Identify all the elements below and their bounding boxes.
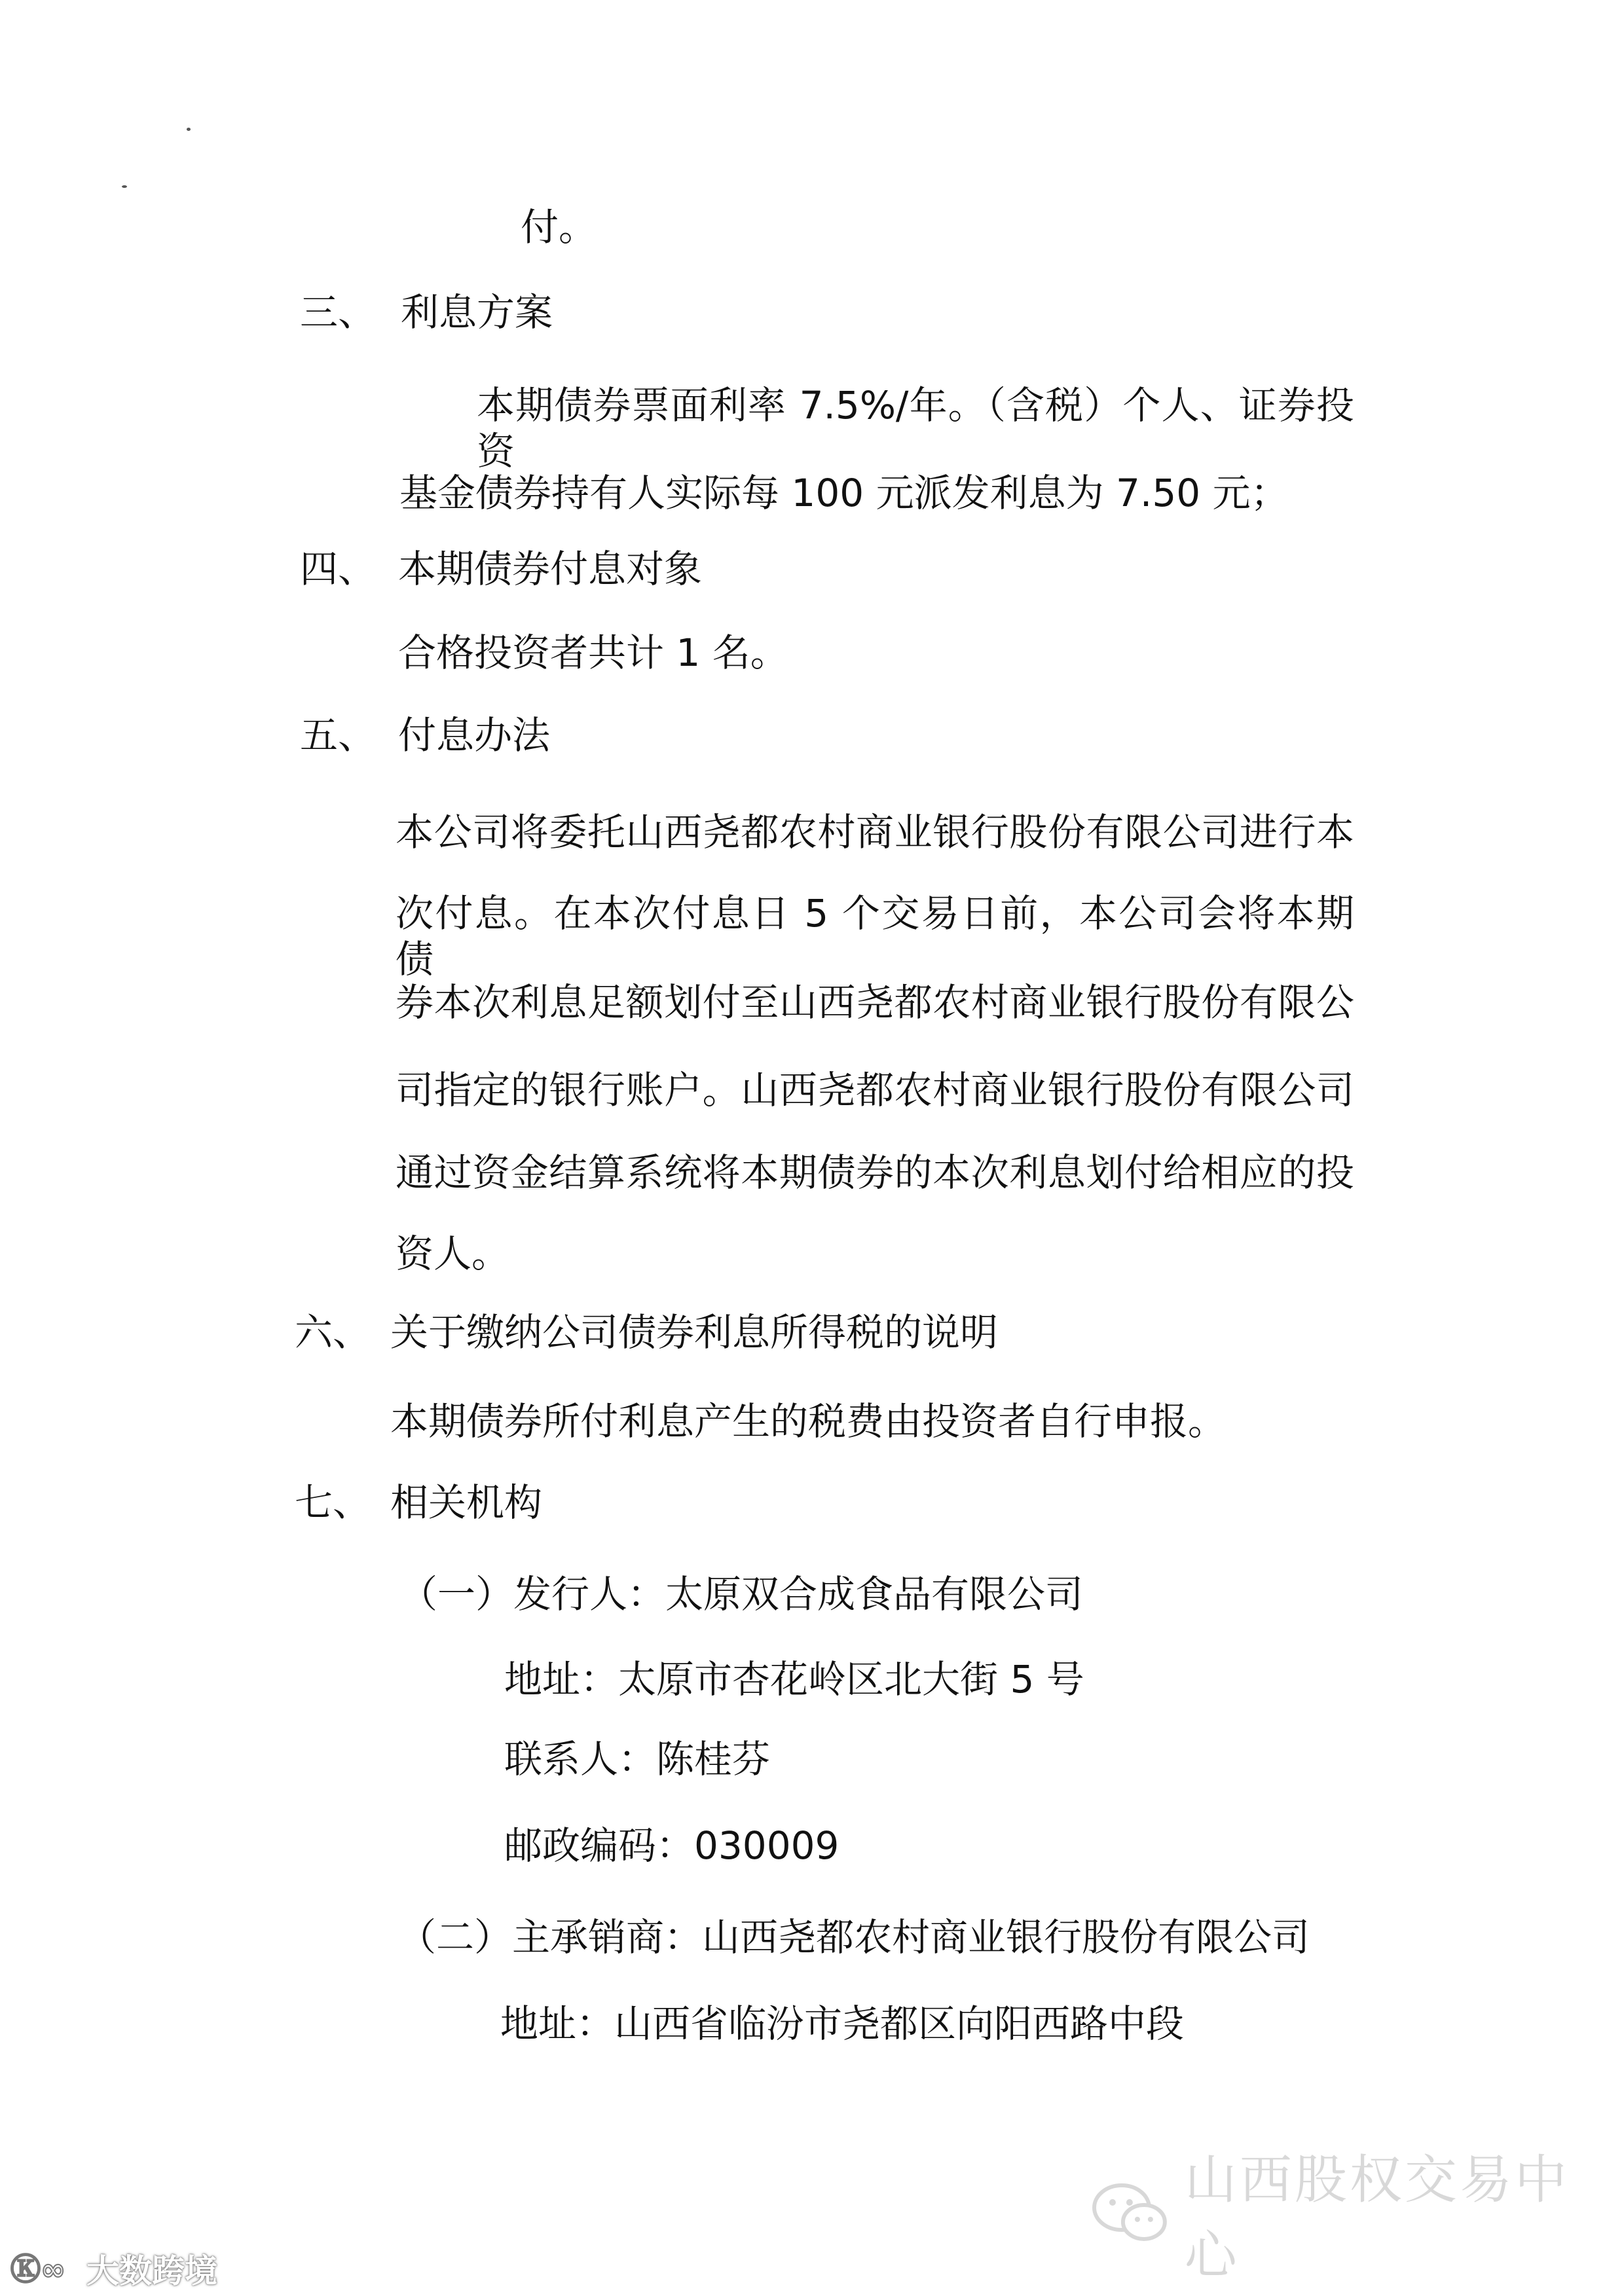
text-line: 本期债券所付利息产生的税费由投资者自行申报。: [390, 1399, 1227, 1444]
text-line: 地址：山西省临汾市尧都区向阳西路中段: [500, 2001, 1185, 2046]
text-line: 地址：太原市杏花岭区北大街 5 号: [504, 1657, 1084, 1702]
watermark-text: 山西股权交易中心: [1184, 2149, 1570, 2286]
section-number: 六、: [295, 1310, 371, 1355]
text-line: 联系人：陈桂芬: [504, 1737, 771, 1781]
section-number: 五、: [300, 713, 377, 757]
watermark-wechat: [1090, 2149, 1624, 2286]
text-line: 付。: [521, 205, 597, 249]
svg-text:Ⓚ∞: Ⓚ∞: [10, 2251, 66, 2287]
text-line: 合格投资者共计 1 名。: [398, 630, 788, 675]
text-line: 本公司将委托山西尧都农村商业银行股份有限公司进行本: [396, 810, 1354, 854]
section-number: 四、: [300, 547, 377, 591]
text-line: 券本次利息足额划付至山西尧都农村商业银行股份有限公: [396, 980, 1354, 1025]
wechat-icon: [1090, 2180, 1169, 2246]
section-heading: 关于缴纳公司债券利息所得税的说明: [390, 1310, 999, 1355]
text-line: （二）主承销商：山西尧都农村商业银行股份有限公司: [398, 1915, 1310, 1959]
text-line: （一）发行人：太原双合成食品有限公司: [399, 1572, 1084, 1616]
watermark-logo: [8, 2242, 217, 2295]
section-number: 七、: [295, 1480, 371, 1525]
text-line: 本期债券票面利率 7.5%/年。（含税）个人、证券投资: [477, 383, 1354, 473]
logo-icon: [8, 2246, 80, 2291]
watermark-text: 大数跨境: [86, 2252, 217, 2290]
scan-speck: [122, 185, 127, 188]
text-line: 基金债券持有人实际每 100 元派发利息为 7.50 元；: [399, 471, 1289, 515]
section-heading: 付息办法: [398, 713, 551, 757]
section-number: 三、: [300, 290, 377, 335]
text-line: 次付息。在本次付息日 5 个交易日前，本公司会将本期债: [396, 891, 1354, 981]
text-line: 邮政编码：030009: [504, 1823, 840, 1868]
section-heading: 相关机构: [390, 1480, 543, 1525]
scan-speck: [187, 128, 191, 131]
text-line: 通过资金结算系统将本期债券的本次利息划付给相应的投: [396, 1150, 1354, 1195]
text-line: 司指定的银行账户。山西尧都农村商业银行股份有限公司: [396, 1068, 1354, 1112]
text-line: 资人。: [396, 1231, 510, 1276]
section-heading: 本期债券付息对象: [398, 547, 703, 591]
section-heading: 利息方案: [401, 290, 553, 335]
